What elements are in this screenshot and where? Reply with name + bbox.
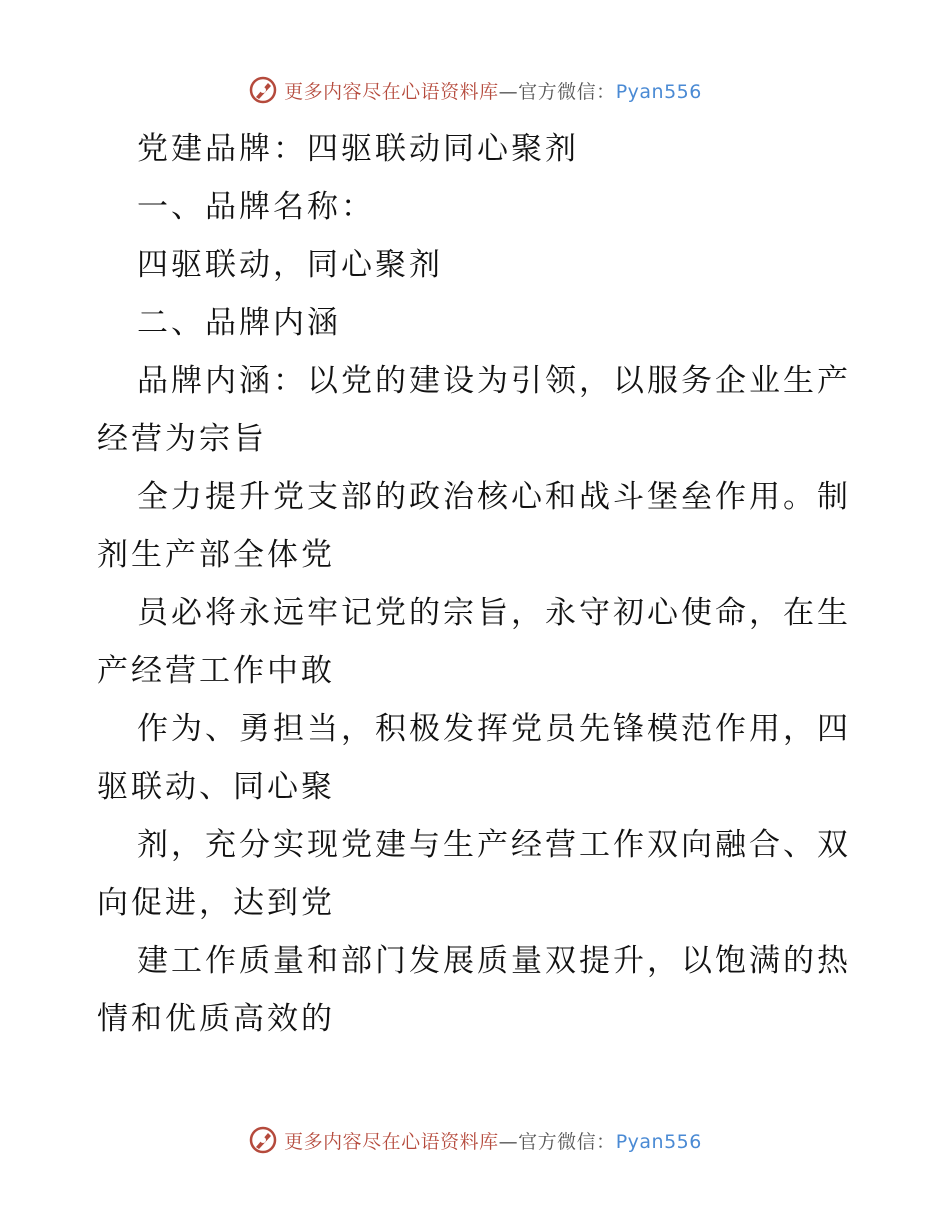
- section-heading-brand-connotation: 二、品牌内涵: [137, 305, 341, 341]
- paragraph-line: 产经营工作中敢: [97, 653, 335, 689]
- paragraph-line: 向促进，达到党: [97, 885, 335, 921]
- document-title: 党建品牌：四驱联动同心聚剂: [137, 131, 579, 167]
- header-wechat-label: 官方微信：: [518, 80, 616, 103]
- header-banner: [0, 70, 950, 110]
- paragraph-line: 剂生产部全体党: [97, 537, 335, 573]
- paragraph-line: 作为、勇担当，积极发挥党员先锋模范作用，四: [137, 711, 851, 747]
- header-wechat-id: Pyan556: [615, 80, 702, 103]
- quill-logo-icon: [248, 75, 278, 105]
- paragraph-line: 四驱联动，同心聚剂: [137, 247, 443, 283]
- footer-banner-slogan: 更多内容尽在心语资料库: [284, 1130, 499, 1153]
- paragraph-line: 员必将永远牢记党的宗旨，永守初心使命，在生: [137, 595, 851, 631]
- document-body: [97, 120, 857, 1048]
- paragraph-line: 建工作质量和部门发展质量双提升，以饱满的热: [137, 943, 851, 979]
- footer-banner: [0, 1120, 950, 1160]
- paragraph-line: 品牌内涵：以党的建设为引领，以服务企业生产: [137, 363, 851, 399]
- footer-wechat-id: Pyan556: [615, 1130, 702, 1153]
- paragraph-line: 经营为宗旨: [97, 421, 267, 457]
- footer-banner-dash: —: [498, 1130, 519, 1153]
- footer-banner-text: [284, 1127, 702, 1154]
- section-heading-brand-name: 一、品牌名称：: [137, 189, 375, 225]
- paragraph-line: 驱联动、同心聚: [97, 769, 335, 805]
- paragraph-line: 全力提升党支部的政治核心和战斗堡垒作用。制: [137, 479, 851, 515]
- header-banner-dash: —: [498, 80, 519, 103]
- paragraph-line: 剂，充分实现党建与生产经营工作双向融合、双: [137, 827, 851, 863]
- quill-logo-icon: [248, 1125, 278, 1155]
- header-banner-slogan: 更多内容尽在心语资料库: [284, 80, 499, 103]
- header-banner-text: [284, 77, 702, 104]
- footer-wechat-label: 官方微信：: [518, 1130, 616, 1153]
- paragraph-line: 情和优质高效的: [97, 1001, 335, 1037]
